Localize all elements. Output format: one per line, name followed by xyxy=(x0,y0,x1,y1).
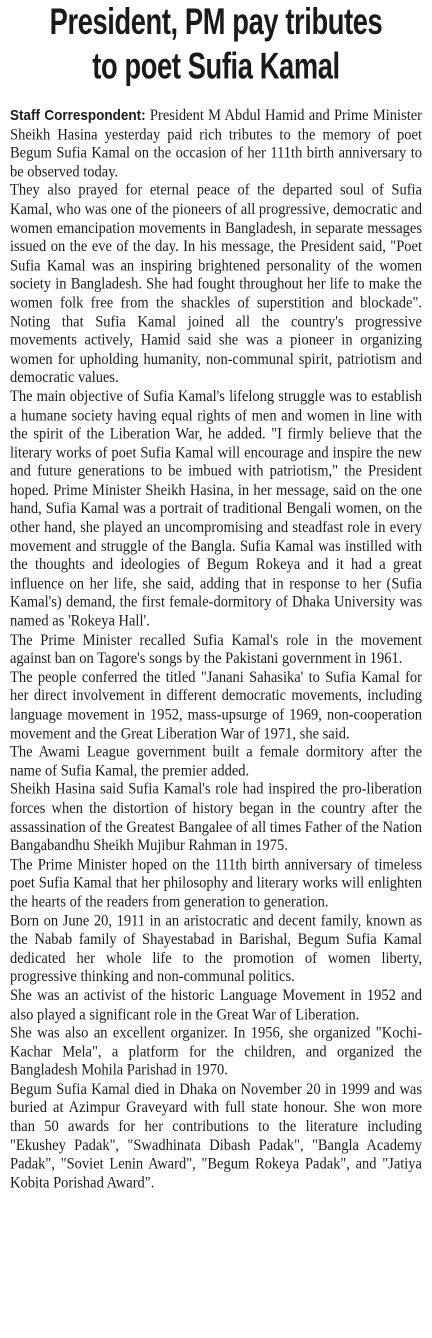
paragraph-2: They also prayed for eternal peace of the departed soul of Sufia Kamal, who was one of the pioneers of all progressive, democratic and women emancipation movements in Bangladesh, in separate messages issued on the eve of the day. In his message, the President said, "Poet Sufia Kamal was an inspiring brightened personality of the women society in Bangladesh. She had fought throughout her life to make the women folk free from the shackles of superstition and blockade". Noting that Sufia Kamal joined all the country's progressive movements actively, Hamid said she was a pioneer in organizing women for upholding humanity, non-communal spirit, patriotism and democratic values. xyxy=(10,182,422,387)
paragraph-3: The main objective of Sufia Kamal's lifelong struggle was to establish a humane society having equal rights of men and women in line with the spirit of the Liberation War, he added. "I firmly believe that the literary works of poet Sufia Kamal will encourage and inspire the new and future generations to be imbued with patriotism," the President hoped. Prime Minister Sheikh Hasina, in her message, said on the one hand, Sufia Kamal was a portrait of traditional Bengali women, on the other hand, she played an uncompromising and steadfast role in every movement and struggle of the Bangla. Sufia Kamal was instilled with the thoughts and ideologies of Begum Rokeya and it had a great influence on her life, she said, adding that in response to her (Sufia Kamal's) demand, the first female-dormitory of Dhaka University was named as 'Rokeya Hall'. xyxy=(10,388,422,630)
headline-line-2: to poet Sufia Kamal xyxy=(92,45,340,88)
paragraph-9: Born on June 20, 1911 in an aristocratic and decent family, known as the Nabab family of Shayestabad in Barishal, Begum Sufia Kamal dedicated her whole life to the promotion of women liberty, progressive thinking and non-communal politics. xyxy=(10,912,422,986)
paragraph-10: She was an activist of the historic Language Movement in 1952 and also played a significant role in the Great War of Liberation. xyxy=(10,987,422,1024)
paragraph-7: Sheikh Hasina said Sufia Kamal's role had inspired the pro-liberation forces when the distortion of history began in the country after the assassination of the Greatest Bangalee of all times Father of the Nation Bangabandhu Sheikh Mujibur Rahman in 1975. xyxy=(10,781,422,855)
paragraph-1-text: President M Abdul Hamid and Prime Minister Sheikh Hasina yesterday paid rich tributes to the memory of poet Begum Sufia Kamal on the occasion of her 111th birth anniversary to be observed today. xyxy=(10,107,423,181)
article-body xyxy=(10,106,422,1193)
paragraph-4: The Prime Minister recalled Sufia Kamal's role in the movement against ban on Tagore's songs by the Pakistani government in 1961. xyxy=(10,631,422,668)
paragraph-11: She was also an excellent organizer. In 1956, she organized "Kochi-Kachar Mela", a platform for the children, and organized the Bangladesh Mohila Parishad in 1970. xyxy=(10,1024,422,1080)
paragraph-5: The people conferred the titled "Janani Sahasika' to Sufia Kamal for her direct involvement in different democratic movements, including language movement in 1952, mass-upsurge of 1969, non-cooperation movement and the Great Liberation War of 1971, she said. xyxy=(10,669,422,743)
paragraph-12: Begum Sufia Kamal died in Dhaka on November 20 in 1999 and was buried at Azimpur Graveyard with full state honour. She won more than 50 awards for her contributions to the literature including "Ekushey Padak", "Swadhinata Dibash Padak", "Bangla Academy Padak", "Soviet Lenin Award", "Begum Rokeya Padak", and "Jatiya Kobita Porishad Award". xyxy=(10,1080,422,1192)
paragraph-8: The Prime Minister hoped on the 111th birth anniversary of timeless poet Sufia Kamal that her philosophy and literary works will enlighten the hearts of the readers from generation to generation. xyxy=(10,856,422,911)
paragraph-6: The Awami League government built a female dormitory after the name of Sufia Kamal, the premier added. xyxy=(10,743,422,780)
headline xyxy=(48,0,385,89)
byline: Staff Correspondent: xyxy=(10,107,146,124)
headline-line-1: President, PM pay tributes xyxy=(49,1,383,43)
paragraph-1 xyxy=(10,106,422,182)
